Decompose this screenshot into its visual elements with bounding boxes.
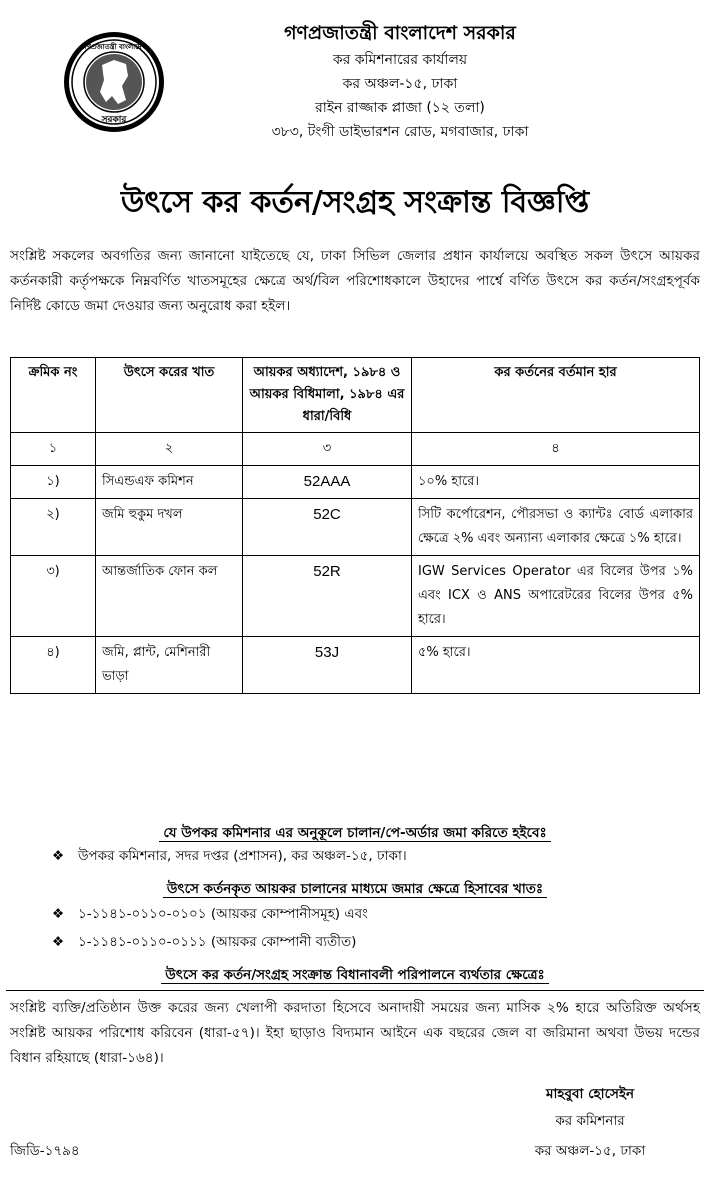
table-row — [11, 499, 700, 556]
payee-text: উপকর কমিশনার, সদর দপ্তর (প্রশাসন), কর অঞ্চল-১৫, ঢাকা। — [78, 848, 407, 864]
serial-cell: ২) — [11, 499, 96, 556]
bullet-icon: ❖ — [52, 934, 65, 950]
header — [0, 0, 710, 168]
section-cell: 52C — [243, 499, 412, 556]
table-row — [11, 466, 700, 499]
table-row — [11, 637, 700, 694]
table-index-row — [11, 433, 700, 466]
bullet-icon: ❖ — [52, 848, 65, 864]
address: ৩৮৩, টংগী ডাইভারশন রোড, মগবাজার, ঢাকা — [271, 124, 529, 140]
serial-cell: ৩) — [11, 556, 96, 637]
seal-text-bottom: সরকার — [101, 115, 127, 125]
penalty-heading: উৎসে কর কর্তন/সংগ্রহ সংক্রান্ত বিধানাবলী পরিপালনে ব্যর্থতার ক্ষেত্রেঃ — [0, 964, 710, 987]
rate-cell: সিটি কর্পোরেশন, পৌরসভা ও ক্যান্টঃ বোর্ড এলাকার ক্ষেত্রে ২% এবং অন্যান্য এলাকার ক্ষেত্রে ১% হারে। — [412, 499, 700, 556]
header-section: আয়কর অধ্যাদেশ, ১৯৮৪ ও আয়কর বিধিমালা, ১৯৮৪ এর ধারা/বিধি — [243, 358, 412, 433]
section-cell: 52R — [243, 556, 412, 637]
tax-rate-table — [10, 357, 700, 694]
index-cell: ১ — [11, 433, 96, 466]
accounts-heading: উৎসে কর্তনকৃত আয়কর চালানের মাধ্যমে জমার ক্ষেত্রে হিসাবের খাতঃ — [0, 878, 710, 901]
signatory-name: মাহবুবা হোসেইন — [545, 1086, 635, 1102]
sector-cell: সিএন্ডএফ কমিশন — [96, 466, 243, 499]
account-code: ১-১১৪১-০১১০-০১০১ (আয়কর কোম্পানীসমূহ) এবং — [78, 906, 368, 922]
bullet-icon: ❖ — [52, 906, 65, 922]
section-cell: 52AAA — [243, 466, 412, 499]
intro-paragraph: সংশ্লিষ্ট সকলের অবগতির জন্য জানানো যাইতেছে যে, ঢাকা সিভিল জেলার প্রধান কার্যালয়ে অবস্থিত সকল উৎসে আয়কর কর্তনকারী কর্তৃপক্ষকে নিম্নবর্ণিত খাতসমূহের ক্ষেত্রে অর্থ/বিল পরিশোধকালে উহাদের পার্শ্বে বর্ণিত উৎসে কর কর্তন/সংগ্রহপূর্বক নির্দিষ্ট কোডে জমা দেওয়ার জন্য অনুরোধ করা হইল। — [10, 248, 700, 314]
seal-text-top: গণপ্রজাতন্ত্রী বাংলাদেশ — [82, 43, 146, 51]
header-serial: ক্রমিক নং — [11, 358, 96, 433]
section-cell: 53J — [243, 637, 412, 694]
index-cell: ৩ — [243, 433, 412, 466]
account-code: ১-১১৪১-০১১০-০১১১ (আয়কর কোম্পানী ব্যতীত) — [78, 934, 357, 950]
rate-cell: IGW Services Operator এর বিলের উপর ১% এবং ICX ও ANS অপারেটরের বিলের উপর ৫% হারে। — [412, 556, 700, 637]
rate-cell: ১০% হারে। — [412, 466, 700, 499]
building-name: রাইন রাজ্জাক প্লাজা (১২ তলা) — [315, 100, 485, 116]
sector-cell: জমি হুকুম দখল — [96, 499, 243, 556]
header-text-block — [150, 18, 650, 144]
office-name: কর কমিশনারের কার্যালয় — [332, 52, 468, 68]
government-name: গণপ্রজাতন্ত্রী বাংলাদেশ সরকার — [284, 22, 516, 44]
payee-heading: যে উপকর কমিশনার এর অনুকূলে চালান/পে-অর্ডার জমা করিতে হইবেঃ — [0, 822, 710, 845]
header-rate: কর কর্তনের বর্তমান হার — [412, 358, 700, 433]
account-item — [52, 930, 356, 954]
payee-item — [52, 844, 407, 868]
sector-cell: জমি, প্লান্ট, মেশিনারী ভাড়া — [96, 637, 243, 694]
table-header-row — [11, 358, 700, 433]
serial-cell: ১) — [11, 466, 96, 499]
header-sector: উৎসে করের খাত — [96, 358, 243, 433]
signatory-office: কর অঞ্চল-১৫, ঢাকা — [534, 1143, 646, 1159]
index-cell: ২ — [96, 433, 243, 466]
sector-cell: আন্তর্জাতিক ফোন কল — [96, 556, 243, 637]
index-cell: ৪ — [412, 433, 700, 466]
divider — [6, 990, 704, 991]
serial-cell: ৪) — [11, 637, 96, 694]
table-row — [11, 556, 700, 637]
penalty-paragraph: সংশ্লিষ্ট ব্যক্তি/প্রতিষ্ঠান উক্ত করের জন্য খেলাপী করদাতা হিসেবে অনাদায়ী সময়ের জন্য মাসিক ২% হারে অতিরিক্ত অর্থসহ সংশ্লিষ্ট আয়কর পরিশোধ করিবেন (ধারা-৫৭)। ইহা ছাড়াও বিদ্যমান আইনে এক বছরের জেল বা জরিমানা অথবা উভয় দন্ডের বিধান রহিয়াছে (ধারা-১৬৪)। — [10, 1000, 700, 1066]
tax-zone: কর অঞ্চল-১৫, ঢাকা — [342, 76, 458, 92]
signatory-designation: কর কমিশনার — [555, 1113, 625, 1129]
rate-cell: ৫% হারে। — [412, 637, 700, 694]
account-item — [52, 902, 368, 926]
gd-number: জিডি-১৭৯৪ — [10, 1143, 80, 1159]
notice-title: উৎসে কর কর্তন/সংগ্রহ সংক্রান্ত বিজ্ঞপ্তি — [120, 185, 590, 220]
